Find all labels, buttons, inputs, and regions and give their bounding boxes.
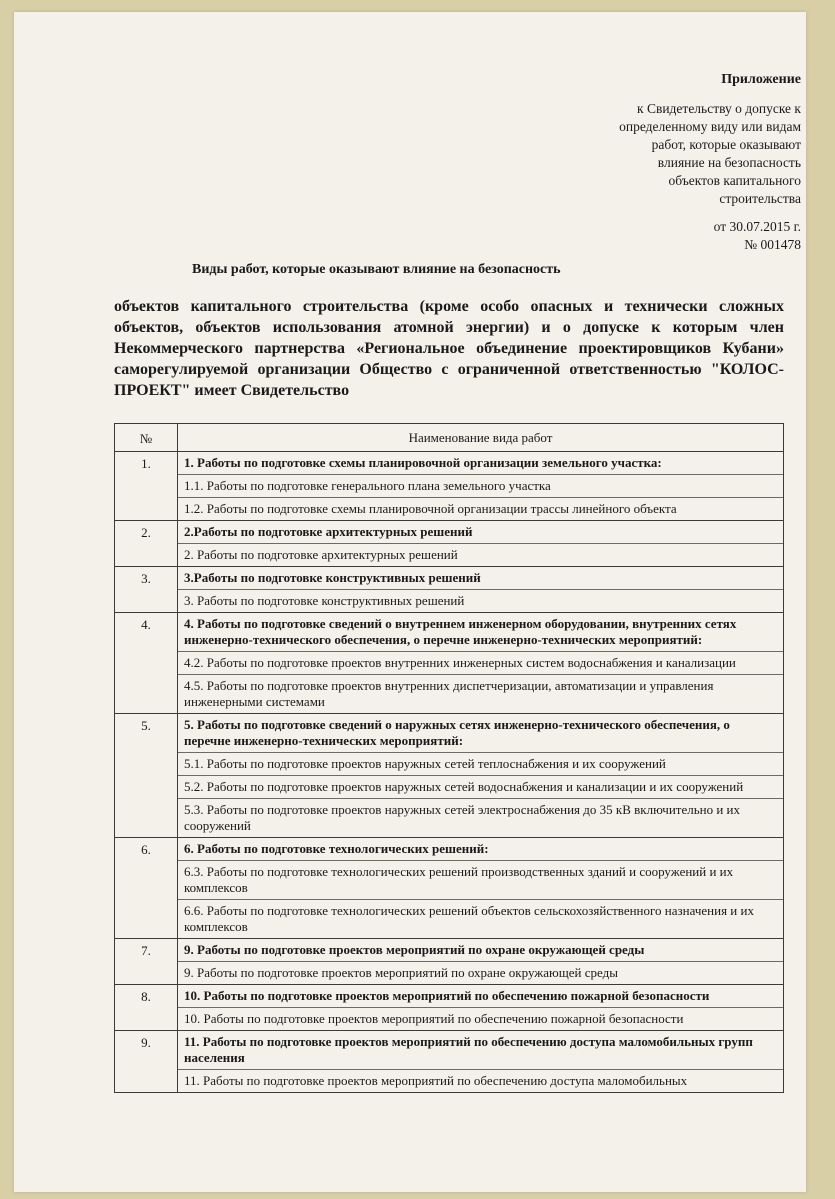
work-group-title: 11. Работы по подготовке проектов мероприятий по обеспечению доступа маломобильных групп населения bbox=[184, 1034, 753, 1065]
work-item: 11. Работы по подготовке проектов мероприятий по обеспечению доступа маломобильных bbox=[178, 1069, 783, 1092]
column-header-number: № bbox=[115, 424, 178, 452]
row-content bbox=[178, 613, 784, 714]
row-number: 2. bbox=[115, 521, 178, 567]
table-row bbox=[115, 613, 784, 714]
table-row bbox=[115, 714, 784, 838]
row-number: 4. bbox=[115, 613, 178, 714]
table-row bbox=[115, 452, 784, 521]
appendix-line: к Свидетельству о допуске к bbox=[637, 101, 801, 116]
work-item: 4.2. Работы по подготовке проектов внутренних инженерных систем водоснабжения и канализации bbox=[178, 651, 783, 674]
row-number: 8. bbox=[115, 985, 178, 1031]
row-content bbox=[178, 1031, 784, 1093]
work-item: 4.5. Работы по подготовке проектов внутренних диспетчеризации, автоматизации и управления инженерными системами bbox=[178, 674, 783, 713]
works-table bbox=[114, 423, 784, 1093]
row-number: 1. bbox=[115, 452, 178, 521]
work-group-title: 6. Работы по подготовке технологических решений: bbox=[184, 841, 489, 856]
work-group-title: 2.Работы по подготовке архитектурных решений bbox=[184, 524, 473, 539]
work-item: 6.6. Работы по подготовке технологических решений объектов сельскохозяйственного назначения и их комплексов bbox=[178, 899, 783, 938]
row-content bbox=[178, 452, 784, 521]
table-row bbox=[115, 521, 784, 567]
appendix-title: Приложение bbox=[721, 72, 801, 87]
work-group-title: 1. Работы по подготовке схемы планировочной организации земельного участка: bbox=[184, 455, 662, 470]
row-content bbox=[178, 939, 784, 985]
work-item: 10. Работы по подготовке проектов мероприятий по обеспечению пожарной безопасности bbox=[178, 1007, 783, 1030]
certificate-date: от 30.07.2015 г. bbox=[713, 219, 801, 234]
table-row bbox=[115, 985, 784, 1031]
appendix-line: объектов капитального bbox=[668, 173, 801, 188]
row-number: 6. bbox=[115, 838, 178, 939]
work-group-title: 10. Работы по подготовке проектов мероприятий по обеспечению пожарной безопасности bbox=[184, 988, 710, 1003]
row-number: 7. bbox=[115, 939, 178, 985]
certificate-number: № 001478 bbox=[744, 237, 801, 252]
row-content bbox=[178, 838, 784, 939]
row-number: 3. bbox=[115, 567, 178, 613]
works-table-body bbox=[115, 452, 784, 1093]
work-item: 1.2. Работы по подготовке схемы планировочной организации трассы линейного объекта bbox=[178, 497, 783, 520]
table-header-row bbox=[115, 424, 784, 452]
work-group-title: 4. Работы по подготовке сведений о внутреннем инженерном оборудовании, внутренних сетях инженерно-технического обеспечения, о перечне инженерно-технических мероприятий: bbox=[184, 616, 737, 647]
row-content bbox=[178, 567, 784, 613]
row-content bbox=[178, 985, 784, 1031]
appendix-line: влияние на безопасность bbox=[657, 155, 801, 170]
work-item: 5.3. Работы по подготовке проектов наружных сетей электроснабжения до 35 кВ включительно и их сооружений bbox=[178, 798, 783, 837]
work-group-title: 5. Работы по подготовке сведений о наружных сетях инженерно-технического обеспечения, о перечне инженерно-технических мероприятий: bbox=[184, 717, 730, 748]
work-item: 9. Работы по подготовке проектов мероприятий по охране окружающей среды bbox=[178, 961, 783, 984]
certificate-date-block bbox=[714, 218, 801, 254]
work-item: 5.2. Работы по подготовке проектов наружных сетей водоснабжения и канализации и их сооружений bbox=[178, 775, 783, 798]
work-item: 2. Работы по подготовке архитектурных решений bbox=[178, 543, 783, 566]
work-group-title: 9. Работы по подготовке проектов мероприятий по охране окружающей среды bbox=[184, 942, 645, 957]
table-row bbox=[115, 567, 784, 613]
work-item: 1.1. Работы по подготовке генерального плана земельного участка bbox=[178, 474, 783, 497]
row-content bbox=[178, 714, 784, 838]
appendix-line: определенному виду или видам bbox=[619, 119, 801, 134]
appendix-subtitle bbox=[581, 100, 801, 208]
work-group-title: 3.Работы по подготовке конструктивных решений bbox=[184, 570, 481, 585]
row-number: 9. bbox=[115, 1031, 178, 1093]
table-row bbox=[115, 838, 784, 939]
row-content bbox=[178, 521, 784, 567]
column-header-name: Наименование вида работ bbox=[178, 424, 784, 452]
appendix-line: строительства bbox=[719, 191, 801, 206]
table-row bbox=[115, 939, 784, 985]
document-description: объектов капитального строительства (кроме особо опасных и технически сложных объектов, объектов использования атомной энергии) и о допуске к которым член Некоммерческого партнерства «Региональное объединение проектировщиков Кубани» саморегулируемой организации Общество с ограниченной ответственностью "КОЛОС-ПРОЕКТ" имеет Свидетельство bbox=[114, 298, 784, 399]
work-item: 6.3. Работы по подготовке технологических решений производственных зданий и сооружений и их комплексов bbox=[178, 860, 783, 899]
work-item: 3. Работы по подготовке конструктивных решений bbox=[178, 589, 783, 612]
table-row bbox=[115, 1031, 784, 1093]
work-item: 5.1. Работы по подготовке проектов наружных сетей теплоснабжения и их сооружений bbox=[178, 752, 783, 775]
document-title: Виды работ, которые оказывают влияние на безопасность bbox=[192, 262, 561, 277]
appendix-line: работ, которые оказывают bbox=[651, 137, 801, 152]
row-number: 5. bbox=[115, 714, 178, 838]
